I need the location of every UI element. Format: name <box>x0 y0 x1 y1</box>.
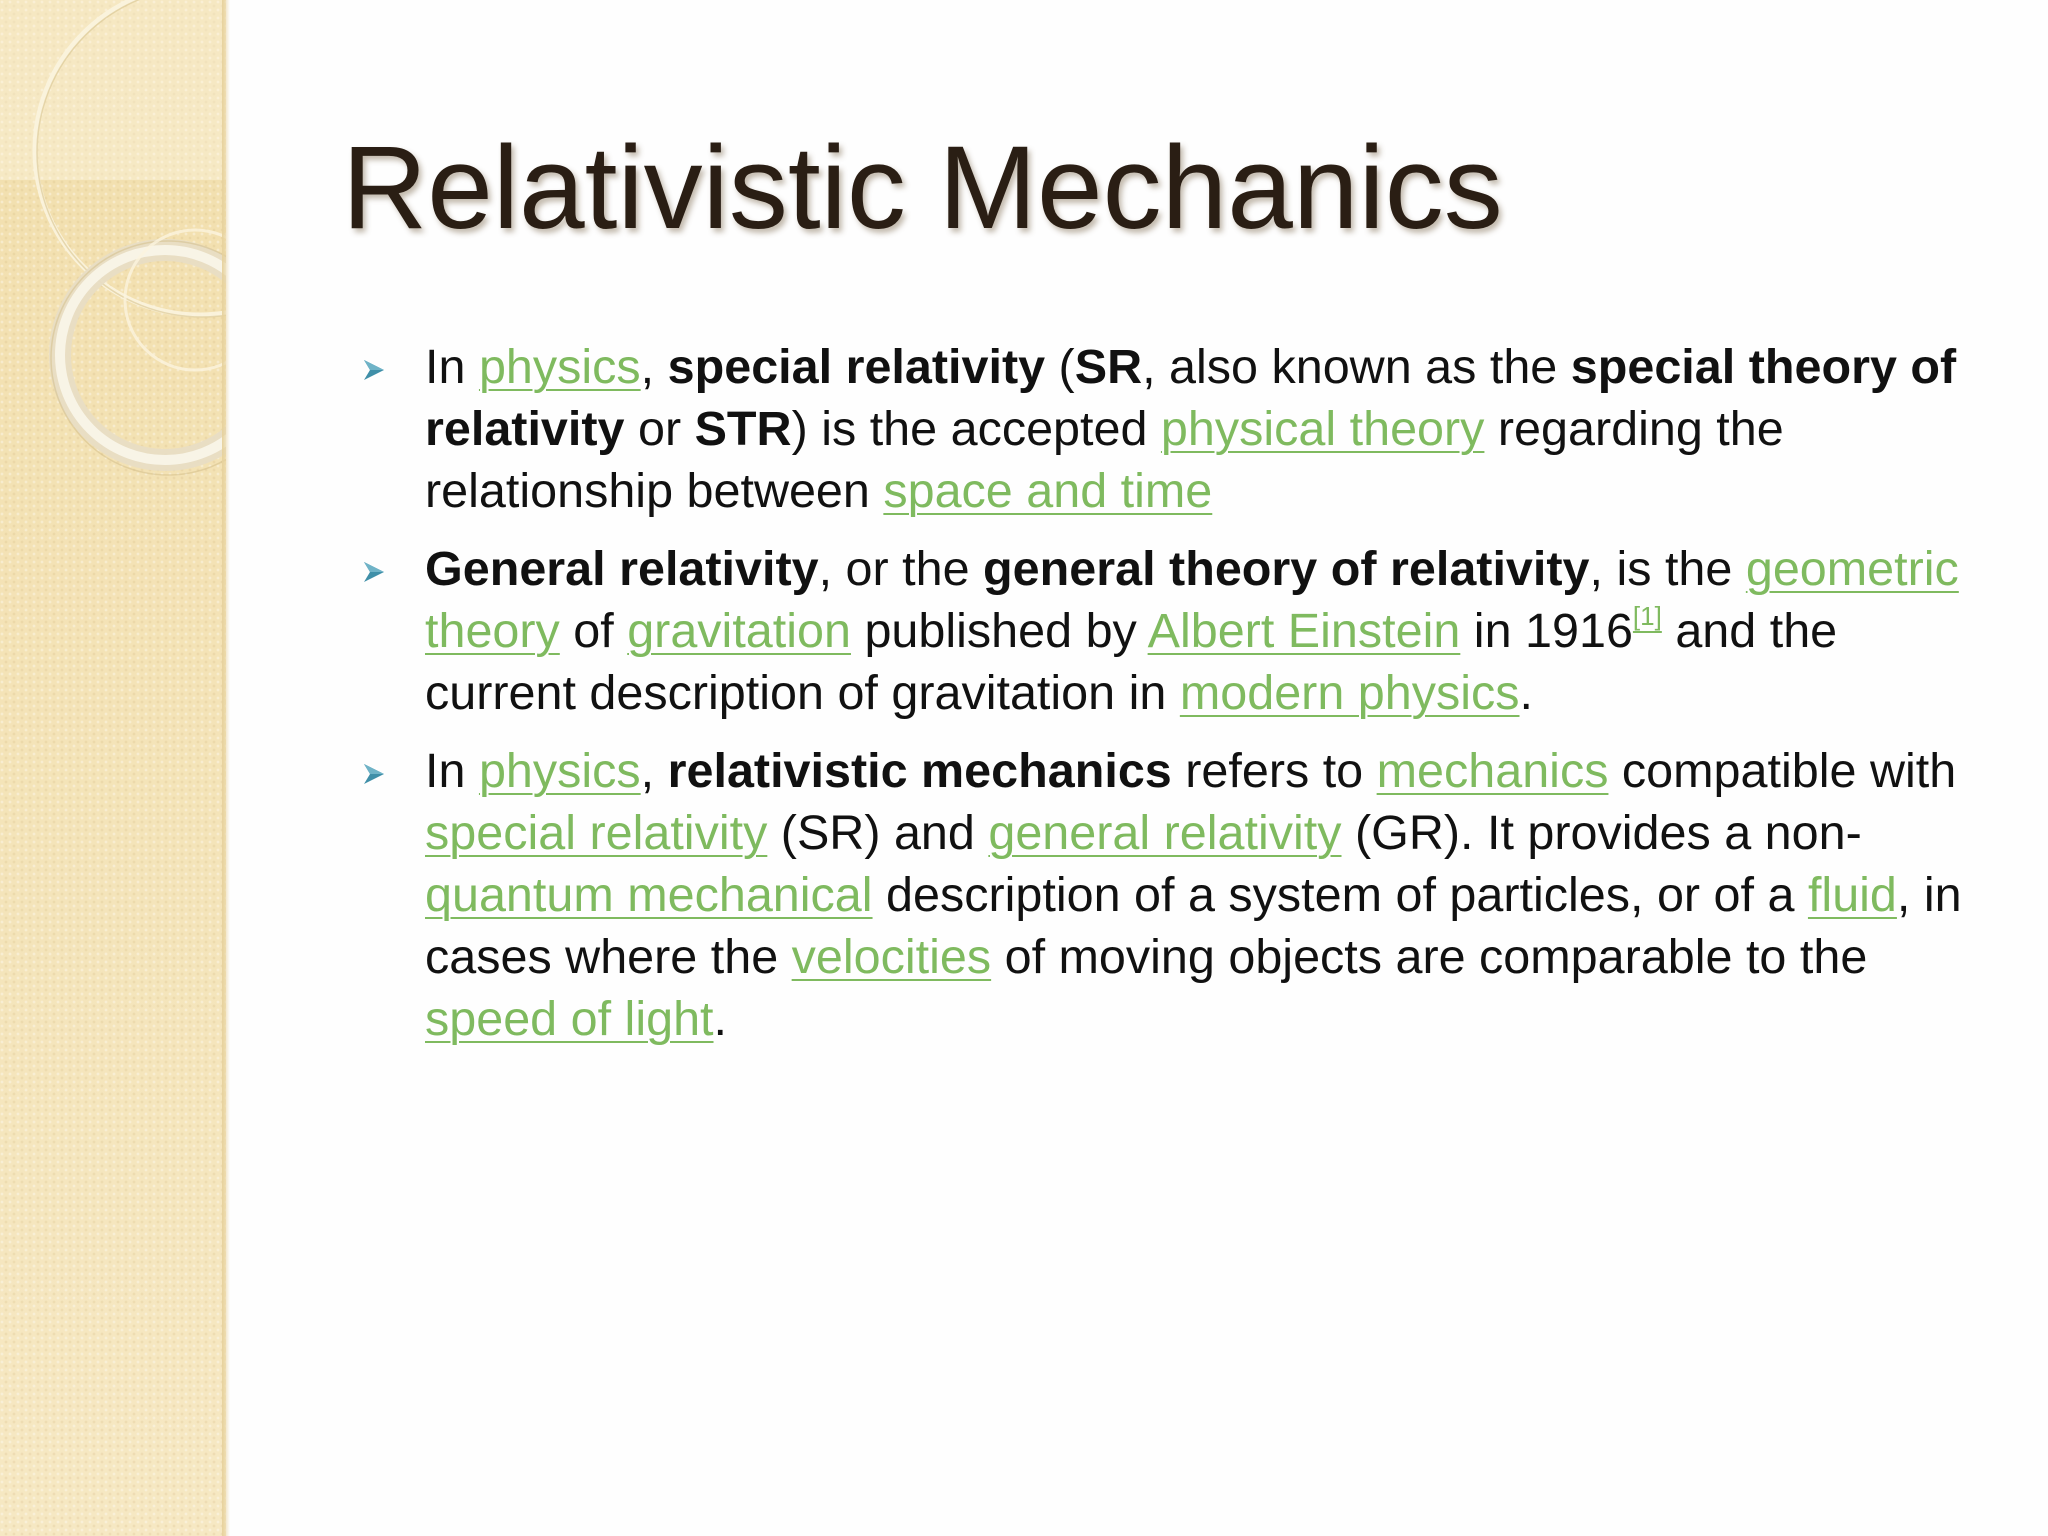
text: (GR). It provides a non- <box>1341 806 1862 860</box>
link-mechanics[interactable]: mechanics <box>1376 744 1609 798</box>
text: , in cases where the <box>425 868 1962 984</box>
link-gravitation[interactable]: gravitation <box>627 604 851 658</box>
text: , <box>640 340 668 394</box>
link-space-and-time[interactable]: space and time <box>883 464 1213 518</box>
text: and the current description of gravitation in <box>425 604 1838 720</box>
decorative-rings-icon <box>0 0 226 520</box>
arrow-bullet-icon <box>360 760 388 788</box>
bullet-item-relativistic-mechanics <box>355 740 1985 1050</box>
link-theory[interactable]: theory <box>425 604 560 658</box>
bold-term: special relativity <box>667 340 1046 394</box>
bold-term: STR <box>694 402 792 456</box>
bold-term: special theory of relativity <box>425 340 1957 456</box>
text: compatible with <box>1608 744 1957 798</box>
footnote-link[interactable]: [1] <box>1632 601 1662 631</box>
bullet-item-special-relativity <box>355 336 1985 522</box>
text: of moving objects are comparable to the <box>991 930 1868 984</box>
text: , is the <box>1589 542 1746 596</box>
link-general-relativity[interactable]: general relativity <box>988 806 1342 860</box>
text: in 1916 <box>1460 604 1633 658</box>
text: description of a system of particles, or of a <box>872 868 1808 922</box>
text: or <box>624 402 695 456</box>
text: (SR) and <box>767 806 989 860</box>
text: In <box>425 340 479 394</box>
arrow-bullet-icon <box>360 356 388 384</box>
link-velocities[interactable]: velocities <box>791 930 992 984</box>
slide-title: Relativistic Mechanics <box>342 122 1503 254</box>
link-geometric[interactable]: geometric <box>1745 542 1959 596</box>
text: , also known as the <box>1142 340 1571 394</box>
link-quantum-mechanical[interactable]: quantum mechanical <box>425 868 873 922</box>
link-fluid[interactable]: fluid <box>1807 868 1897 922</box>
text: regarding the relationship between <box>425 402 1784 518</box>
arrow-bullet-icon <box>360 558 388 586</box>
link-special-relativity[interactable]: special relativity <box>425 806 768 860</box>
text: ( <box>1045 340 1075 394</box>
link-albert-einstein[interactable]: Albert Einstein <box>1147 604 1461 658</box>
text: In <box>425 744 479 798</box>
side-band <box>0 0 226 1536</box>
text: . <box>713 992 727 1046</box>
link-physics[interactable]: physics <box>478 744 641 798</box>
text: of <box>559 604 628 658</box>
bold-term: SR <box>1074 340 1143 394</box>
bullet-list <box>355 336 1985 1066</box>
text: . <box>1519 666 1533 720</box>
text: , or the <box>818 542 984 596</box>
text: refers to <box>1171 744 1377 798</box>
bullet-item-general-relativity <box>355 538 1985 724</box>
link-physics[interactable]: physics <box>478 340 641 394</box>
link-physical-theory[interactable]: physical theory <box>1160 402 1485 456</box>
link-modern-physics[interactable]: modern physics <box>1179 666 1520 720</box>
link-speed-of-light[interactable]: speed of light <box>425 992 714 1046</box>
side-band-edge <box>222 0 230 1536</box>
text: ) is the accepted <box>791 402 1161 456</box>
bold-term: relativistic mechanics <box>667 744 1172 798</box>
bold-term: general theory of relativity <box>983 542 1590 596</box>
bold-term: General relativity <box>425 542 819 596</box>
text: published by <box>850 604 1148 658</box>
text: , <box>640 744 668 798</box>
